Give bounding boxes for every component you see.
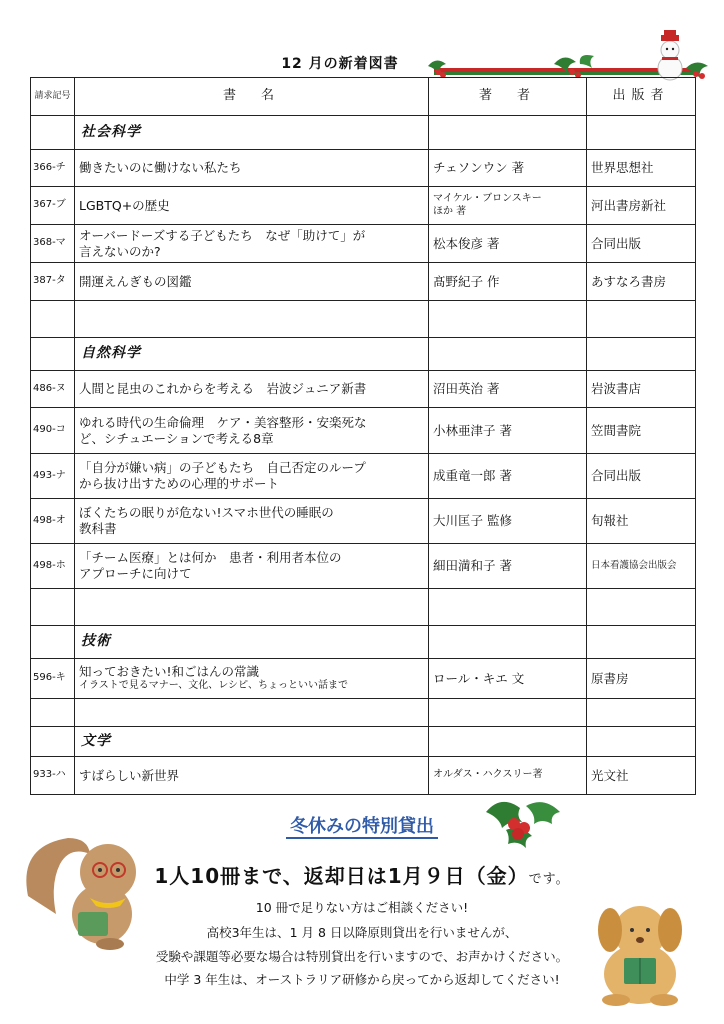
call-number: 367-ブ [31,187,75,225]
title-line: ゆれる時代の生命倫理 ケア・美容整形・安楽死な [79,414,367,430]
empty-row [31,301,696,338]
call-number: 498-オ [31,499,75,544]
header-title: 書 名 [75,78,429,116]
book-publisher: 旬報社 [587,499,696,544]
title-line: 知っておきたい!和ごはんの常識 [79,664,260,680]
header-publisher: 出版者 [587,78,696,116]
subtitle-line: イラストで見るマナー、文化、レシピ、ちょっといい話まで [79,680,348,692]
call-number: 486-ヌ [31,371,75,408]
book-author: 沼田英治 著 [429,371,587,408]
book-title [75,499,429,544]
book-publisher: 合同出版 [587,225,696,263]
title-line: から抜け出すための心理的サポート [79,476,280,491]
book-title [75,454,429,499]
title-line: 教科書 [79,521,117,536]
title-line: ど、シチュエーションで考える8章 [79,430,274,446]
call-number: 490-コ [31,408,75,454]
author-line: ほか 著 [433,205,467,217]
book-title [75,225,429,263]
loan-suffix: です。 [528,872,570,887]
book-title: 働きたいのに働けない私たち [75,150,429,187]
title-line: ぼくたちの眠りが危ない!スマホ世代の睡眠の [79,505,334,521]
table-row [31,408,696,454]
header-call-number: 請求記号 [31,78,75,116]
call-number: 366-チ [31,150,75,187]
book-title: 人間と昆虫のこれからを考える 岩波ジュニア新書 [75,371,429,408]
book-publisher: 世界思想社 [587,150,696,187]
book-author: 松本俊彦 著 [429,225,587,263]
book-title [75,544,429,589]
category-technology: 技術 [75,626,429,659]
call-number: 498-ホ [31,544,75,589]
book-title [75,408,429,454]
notice-line: 高校3年生は、1 月 8 日以降原則貸出を行いませんが、 [206,925,518,940]
call-number: 368-マ [31,225,75,263]
category-literature: 文学 [75,727,429,757]
notice-line: 中学 3 年生は、オーストラリア研修から戻ってから返却してください! [164,972,560,987]
table-header-row [31,78,696,116]
book-title [75,659,429,699]
notice-heading-text: 冬休みの特別貸出 [286,816,438,839]
book-publisher: あすなろ書房 [587,263,696,301]
empty-row [31,699,696,727]
table-row [31,263,696,301]
book-publisher: 日本看護協会出版会 [587,544,696,589]
book-title: すばらしい新世界 [75,757,429,795]
title-line: 言えないのか? [79,243,161,259]
table-row [31,187,696,225]
table-row [31,150,696,187]
book-author: ロール・キエ 文 [429,659,587,699]
snowman-icon [658,30,682,80]
table-row [31,499,696,544]
dog-reading-icon [580,896,700,1011]
book-author: チェソンウン 著 [429,150,587,187]
new-books-table [30,77,696,795]
title-line: オーバードーズする子どもたち なぜ「助けて」が [79,227,366,243]
book-publisher: 河出書房新社 [587,187,696,225]
title-line: 「自分が嫌い病」の子どもたち 自己否定のループ [79,460,366,476]
book-author: 成重竜一郎 著 [429,454,587,499]
book-author: 細田満和子 著 [429,544,587,589]
book-title: 開運えんぎもの図鑑 [75,263,429,301]
book-author: オルダス・ハクスリー著 [429,757,587,795]
category-row [31,338,696,371]
book-publisher: 合同出版 [587,454,696,499]
header-author: 著 者 [429,78,587,116]
call-number: 933-ハ [31,757,75,795]
loan-limit-text [0,860,724,889]
book-author: 大川匡子 監修 [429,499,587,544]
call-number: 387-タ [31,263,75,301]
notice-line: 受験や課題等必要な場合は特別貸出を行いますので、お声かけください。 [155,949,569,964]
book-publisher: 原書房 [587,659,696,699]
book-title: LGBTQ+の歴史 [75,187,429,225]
book-publisher: 光文社 [587,757,696,795]
title-line: アプローチに向けて [79,566,192,581]
table-row [31,371,696,408]
table-row [31,757,696,795]
table-row [31,544,696,589]
category-natural-science: 自然科学 [75,338,429,371]
book-author: 髙野紀子 作 [429,263,587,301]
book-publisher: 岩波書店 [587,371,696,408]
page-title: 12 月の新着図書 [281,56,399,72]
category-row [31,727,696,757]
notice-line: 10 冊で足りない方はご相談ください! [255,900,469,915]
author-line: マイケル・ブロンスキー [433,193,542,204]
call-number: 596-キ [31,659,75,699]
table-row [31,225,696,263]
holly-icon [476,792,566,852]
empty-row [31,589,696,626]
book-publisher: 笠間書院 [587,408,696,454]
loan-main: 1人10冊まで、返却日は1月９日（金） [154,864,529,888]
table-row [31,454,696,499]
book-author [429,187,587,225]
category-row [31,116,696,150]
category-social-science: 社会科学 [75,116,429,150]
category-row [31,626,696,659]
book-author: 小林亜津子 著 [429,408,587,454]
table-row [31,659,696,699]
call-number: 493-ナ [31,454,75,499]
title-line: 「チーム医療」とは何か 患者・利用者本位の [79,550,342,566]
